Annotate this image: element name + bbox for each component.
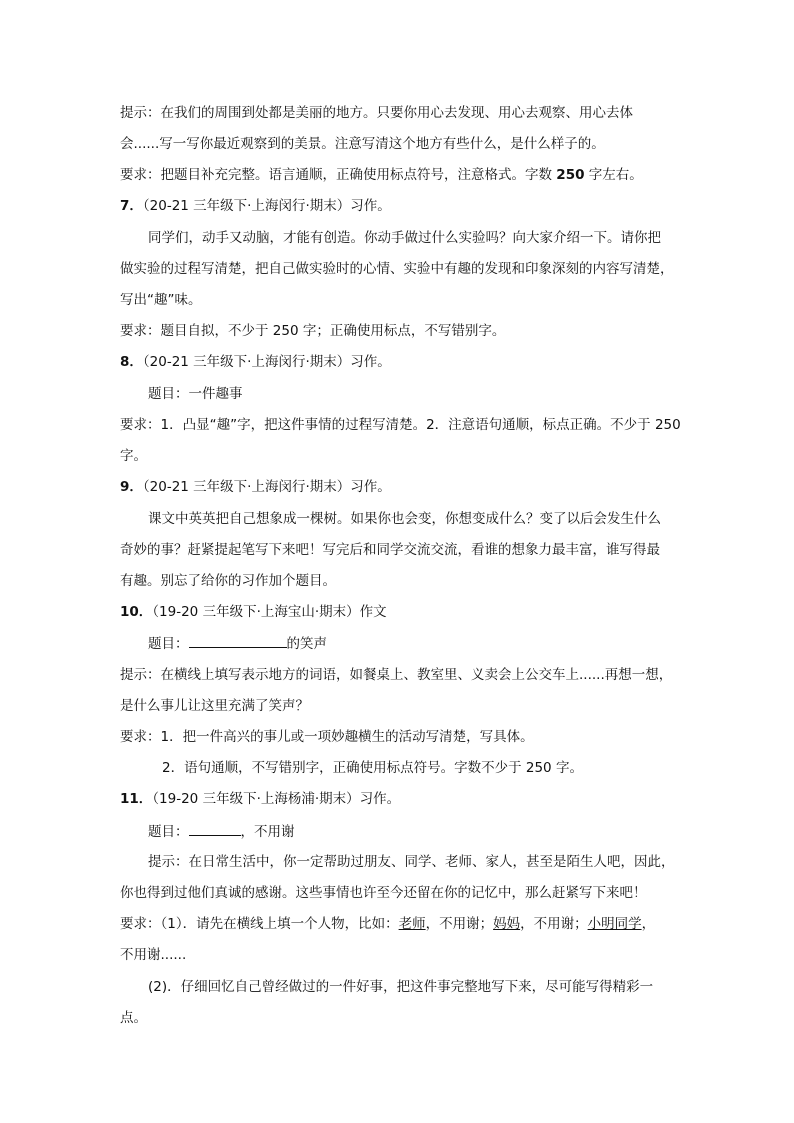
q9-paragraph-3: 有趣。别忘了给你的习作加个题目。: [120, 573, 336, 589]
title-suffix: ，不用谢: [240, 824, 295, 840]
question-7-header: [120, 196, 391, 216]
q11-hint-1: 提示：在日常生活中，你一定帮助过朋友、同学、老师、家人，甚至是陌生人吧，因此，: [148, 854, 675, 870]
q8-title: 题目：一件趣事: [148, 386, 243, 402]
q7-paragraph-1: 同学们，动手又动脑，才能有创造。你动手做过什么实验吗？向大家介绍一下。请你把: [148, 230, 661, 246]
q11-requirement-1-cont: 不用谢......: [120, 947, 187, 963]
q8-requirement-2: 字。: [120, 448, 147, 464]
requirement-text: ，不用谢；: [425, 916, 494, 932]
question-source: （19-20 三年级下·上海宝山·期末）作文: [152, 604, 387, 620]
fill-blank: [189, 821, 241, 836]
q8-requirement-1: 要求：1．凸显“趣”字，把这件事情的过程写清楚。2．注意语句通顺，标点正确。不少于 250: [120, 417, 681, 433]
question-10-header: [120, 602, 387, 622]
question-11-header: [120, 789, 400, 809]
title-label: 题目：: [148, 636, 189, 652]
fill-blank: [189, 633, 287, 648]
q9-paragraph-2: 奇妙的事？赶紧提起笔写下来吧！写完后和同学交流交流，看谁的想象力最丰富，谁写得最: [120, 542, 660, 558]
q11-requirement-2-cont: 点。: [120, 1010, 147, 1026]
q7-paragraph-2: 做实验的过程写清楚，把自己做实验时的心情、实验中有趣的发现和印象深刻的内容写清楚，: [120, 261, 674, 277]
hint-line-1: 提示：在我们的周围到处都是美丽的地方。只要你用心去发现、用心去观察、用心去体: [120, 105, 633, 121]
q7-paragraph-3: 写出“趣”味。: [120, 292, 202, 308]
requirement-line: [120, 165, 643, 185]
q10-hint-1: 提示：在横线上填写表示地方的词语，如餐桌上、教室里、义卖会上公交车上......再想一想，: [120, 667, 673, 683]
q11-hint-2: 你也得到过他们真诚的感谢。这些事情也许至今还留在你的记忆中，那么赶紧写下来吧！: [120, 885, 647, 901]
example-xiaoming: 小明同学: [587, 916, 642, 932]
q10-title: [148, 633, 327, 654]
question-source: （19-20 三年级下·上海杨浦·期末）习作。: [152, 791, 401, 807]
q10-hint-2: 是什么事儿让这里充满了笑声？: [120, 698, 309, 714]
question-number: 7．: [120, 198, 143, 214]
question-source: （20-21 三年级下·上海闵行·期末）习作。: [142, 354, 391, 370]
question-number: 10．: [120, 604, 153, 620]
title-label: 题目：: [148, 824, 189, 840]
q11-title: [148, 821, 295, 842]
question-number: 8．: [120, 354, 143, 370]
title-suffix: 的笑声: [286, 636, 327, 652]
example-teacher: 老师: [398, 916, 426, 932]
word-count: 250: [556, 167, 585, 183]
requirement-text: ，不用谢；: [520, 916, 588, 932]
q11-requirement-2: (2)．仔细回忆自己曾经做过的一件好事，把这件事完整地写下来，尽可能写得精彩一: [148, 979, 654, 995]
example-mom: 妈妈: [493, 916, 521, 932]
question-9-header: [120, 477, 391, 497]
q11-requirement-1: [120, 914, 655, 934]
question-8-header: [120, 352, 391, 372]
q9-paragraph-1: 课文中英英把自己想象成一棵树。如果你也会变，你想变成什么？变了以后会发生什么: [148, 511, 661, 527]
hint-line-2: 会......写一写你最近观察到的美景。注意写清这个地方有些什么，是什么样子的。: [120, 136, 605, 152]
requirement-text: ，: [641, 916, 656, 932]
question-source: （20-21 三年级下·上海闵行·期末）习作。: [142, 479, 391, 495]
requirement-text: 要求：把题目补充完整。语言通顺，正确使用标点符号，注意格式。字数: [120, 167, 557, 183]
q10-requirement-1: 要求：1．把一件高兴的事儿或一项妙趣横生的活动写清楚，写具体。: [120, 729, 534, 745]
requirement-text-end: 字左右。: [584, 167, 643, 183]
q10-requirement-2: 2．语句通顺，不写错别字，正确使用标点符号。字数不少于 250 字。: [162, 760, 583, 776]
question-source: （20-21 三年级下·上海闵行·期末）习作。: [142, 198, 391, 214]
q7-requirement: 要求：题目自拟，不少于 250 字；正确使用标点，不写错别字。: [120, 323, 506, 339]
question-number: 11．: [120, 791, 153, 807]
requirement-text: 要求：（1）．请先在横线上填一个人物，比如：: [120, 916, 399, 932]
question-number: 9．: [120, 479, 143, 495]
